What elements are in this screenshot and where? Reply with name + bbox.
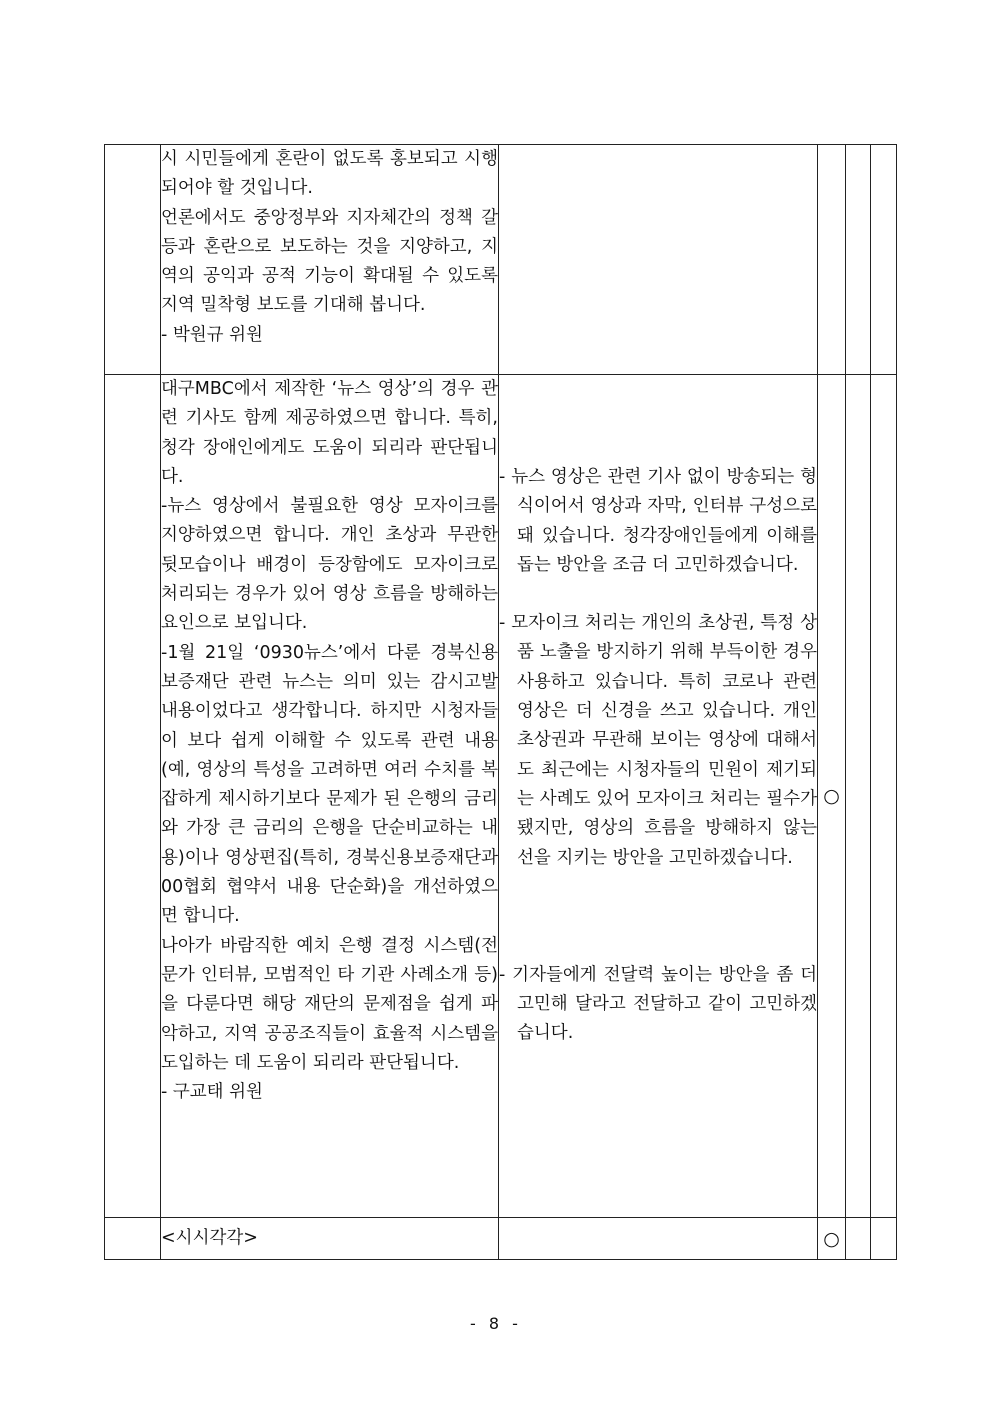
proposal-paragraph: 시 시민들에게 혼란이 없도록 홍보되고 시행되어야 할 것입니다. bbox=[161, 149, 498, 199]
response-cell bbox=[499, 1218, 818, 1260]
response-cell bbox=[499, 145, 818, 375]
proposal-paragraph: 언론에서도 중앙정부와 지자체간의 정책 갈등과 혼란으로 보도하는 것을 지양하고, 지역의 공익과 공적 기능이 확대될 수 있도록 지역 밀착형 보도를 기대해 봅니다. bbox=[161, 207, 498, 316]
page-number: - 8 - bbox=[470, 1314, 522, 1333]
table-row bbox=[105, 375, 897, 1218]
response-item: - 기자들에게 전달력 높이는 방안을 좀 더 고민해 달라고 전달하고 같이 고민하겠습니다. bbox=[499, 964, 817, 1044]
proposal-cell bbox=[161, 375, 499, 1218]
mark-symbol: ○ bbox=[823, 1227, 840, 1250]
proposal-cell bbox=[161, 145, 499, 375]
response-cell bbox=[499, 375, 818, 1218]
proposal-paragraph: -뉴스 영상에서 불필요한 영상 모자이크를 지양하였으면 합니다. 개인 초상과 무관한 뒷모습이나 배경이 등장함에도 모자이크로 처리되는 경우가 있어 영상 흐름을 방해하는 요인으로 보입니다. bbox=[161, 496, 498, 634]
review-table bbox=[104, 144, 897, 1260]
empty-cell bbox=[105, 375, 161, 1218]
response-item: - 모자이크 처리는 개인의 초상권, 특정 상품 노출을 방지하기 위해 부득이한 경우 사용하고 있습니다. 특히 코로나 관련 영상은 더 신경을 쓰고 있습니다. 개인 초상권과 무관해 보이는 영상에 대해서도 최근에는 시청자들의 민원이 제기되는 사례도 있어 모자이크 처리는 필수가 됐지만, 영상의 흐름을 방해하지 않는 선을 지키는 방안을 고민하겠습니다. bbox=[499, 613, 817, 868]
empty-cell bbox=[846, 1218, 871, 1260]
mark-cell bbox=[818, 375, 846, 1218]
empty-cell bbox=[871, 375, 897, 1218]
proposal-paragraph: 나아가 바람직한 예치 은행 결정 시스템(전문가 인터뷰, 모범적인 타 기관 사례소개 등)을 다룬다면 해당 재단의 문제점을 쉽게 파악하고, 지역 공공조직들이 효율적 시스템을 도입하는 데 도움이 되리라 판단됩니다. bbox=[161, 935, 498, 1073]
empty-cell bbox=[105, 145, 161, 375]
empty-cell bbox=[871, 1218, 897, 1260]
empty-cell bbox=[846, 145, 871, 375]
proposal-cell bbox=[161, 1218, 499, 1260]
section-heading: <시시각각> bbox=[161, 1227, 258, 1248]
proposal-author: - 박원규 위원 bbox=[161, 324, 263, 345]
proposal-paragraph: 대구MBC에서 제작한 ‘뉴스 영상’의 경우 관련 기사도 함께 제공하였으면 합니다. 특히, 청각 장애인에게도 도움이 되리라 판단됩니다. bbox=[161, 379, 498, 487]
response-item: - 뉴스 영상은 관련 기사 없이 방송되는 형식이어서 영상과 자막, 인터뷰 구성으로 돼 있습니다. 청각장애인들에게 이해를 돕는 방안을 조금 더 고민하겠습니다. bbox=[499, 467, 817, 575]
proposal-paragraph: -1월 21일 ‘0930뉴스’에서 다룬 경북신용보증재단 관련 뉴스는 의미 있는 감시고발 내용이었다고 생각합니다. 하지만 시청자들이 보다 쉽게 이해할 수 있도록 관련 내용(예, 영상의 특성을 고려하면 여러 수치를 복잡하게 제시하기보다 문제가 된 은행의 금리와 가장 큰 금리의 은행을 단순비교하는 내용)이나 영상편집(특히, 경북신용보증재단과 00협회 협약서 내용 단순화)을 개선하였으면 합니다. bbox=[161, 642, 498, 927]
empty-cell bbox=[105, 1218, 161, 1260]
empty-cell bbox=[871, 145, 897, 375]
table-row bbox=[105, 145, 897, 375]
mark-cell bbox=[818, 1218, 846, 1260]
table-row bbox=[105, 1218, 897, 1260]
empty-cell bbox=[846, 375, 871, 1218]
mark-symbol: ○ bbox=[823, 785, 840, 807]
mark-cell bbox=[818, 145, 846, 375]
proposal-author: - 구교태 위원 bbox=[161, 1082, 263, 1103]
